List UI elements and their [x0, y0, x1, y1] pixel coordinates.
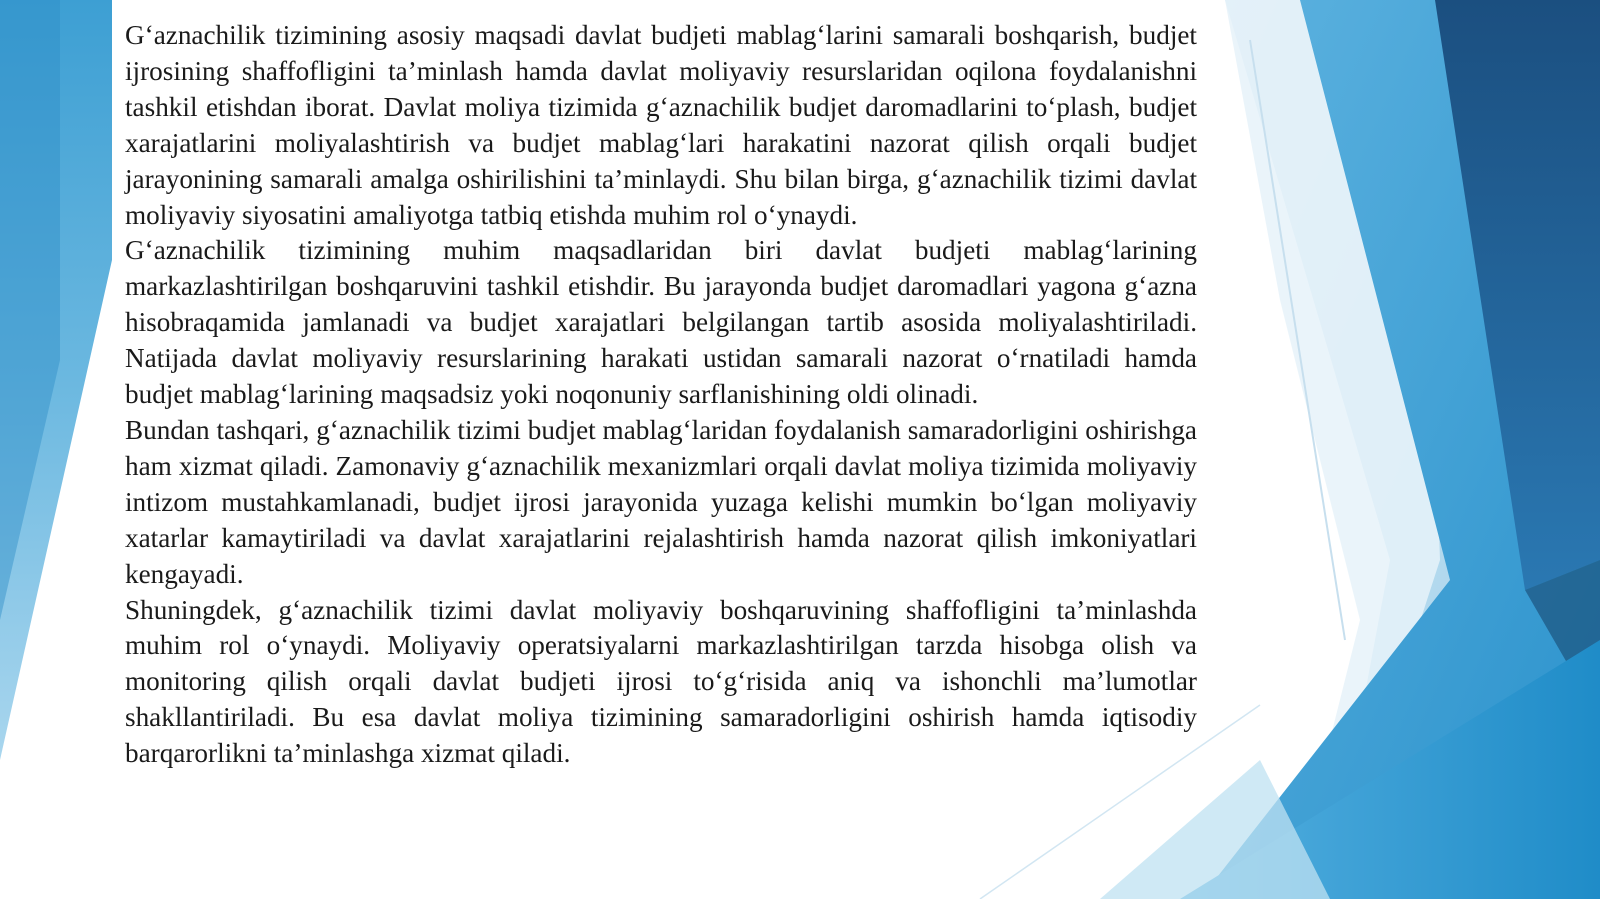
paragraph-4: Shuningdek, g‘aznachilik tizimi davlat moliyaviy boshqaruvining shaffofligini ta’minlashda muhim rol o‘ynaydi. Moliyaviy operatsiyalarni markazlashtirilgan tarzda hisobga olish va monitoring qilish orqali davlat budjeti ijrosi to‘g‘risida aniq va ishonchli ma’lumotlar shakllantiriladi. Bu esa davlat moliya tizimining samaradorligini oshirish hamda iqtisodiy barqarorlikni ta’minlashga xizmat qiladi. — [125, 594, 1197, 769]
paragraph-1: G‘aznachilik tizimining asosiy maqsadi davlat budjeti mablag‘larini samarali boshqarish, budjet ijrosining shaffofligini ta’minlash hamda davlat moliyaviy resurslaridan oqilona foydalanishni tashkil etishdan iborat. Davlat moliya tizimida g‘aznachilik budjet daromadlarini to‘plash, budjet xarajatlarini moliyalashtirish va budjet mablag‘lari harakatini nazorat qilish orqali budjet jarayonining samarali amalga oshirilishini ta’minlaydi. Shu bilan birga, g‘aznachilik tizimi davlat moliyaviy siyosatini amaliyotga tatbiq etishda muhim rol o‘ynaydi. — [125, 20, 1197, 230]
paragraph-3: Bundan tashqari, g‘aznachilik tizimi budjet mablag‘laridan foydalanish samaradorligini oshirishga ham xizmat qiladi. Zamonaviy g‘aznachilik mexanizmlari orqali davlat moliya tizimida moliyaviy intizom mustahkamlanadi, budjet ijrosi jarayonida yuzaga kelishi mumkin bo‘lgan moliyaviy xatarlar kamaytiriladi va davlat xarajatlarini rejalashtirish hamda nazorat qilish imkoniyatlari kengayadi. — [125, 414, 1197, 589]
body-text — [125, 18, 1197, 772]
paragraph-2: G‘aznachilik tizimining muhim maqsadlaridan biri davlat budjeti mablag‘larining markazlashtirilgan boshqaruvini tashkil etishdir. Bu jarayonda budjet daromadlari yagona g‘azna hisobraqamida jamlanadi va budjet xarajatlari belgilangan tartib asosida moliyalashtiriladi. Natijada davlat moliyaviy resurslarining harakati ustidan samarali nazorat o‘rnatiladi hamda budjet mablag‘larining maqsadsiz yoki noqonuniy sarflanishining oldi olinadi. — [125, 235, 1197, 410]
